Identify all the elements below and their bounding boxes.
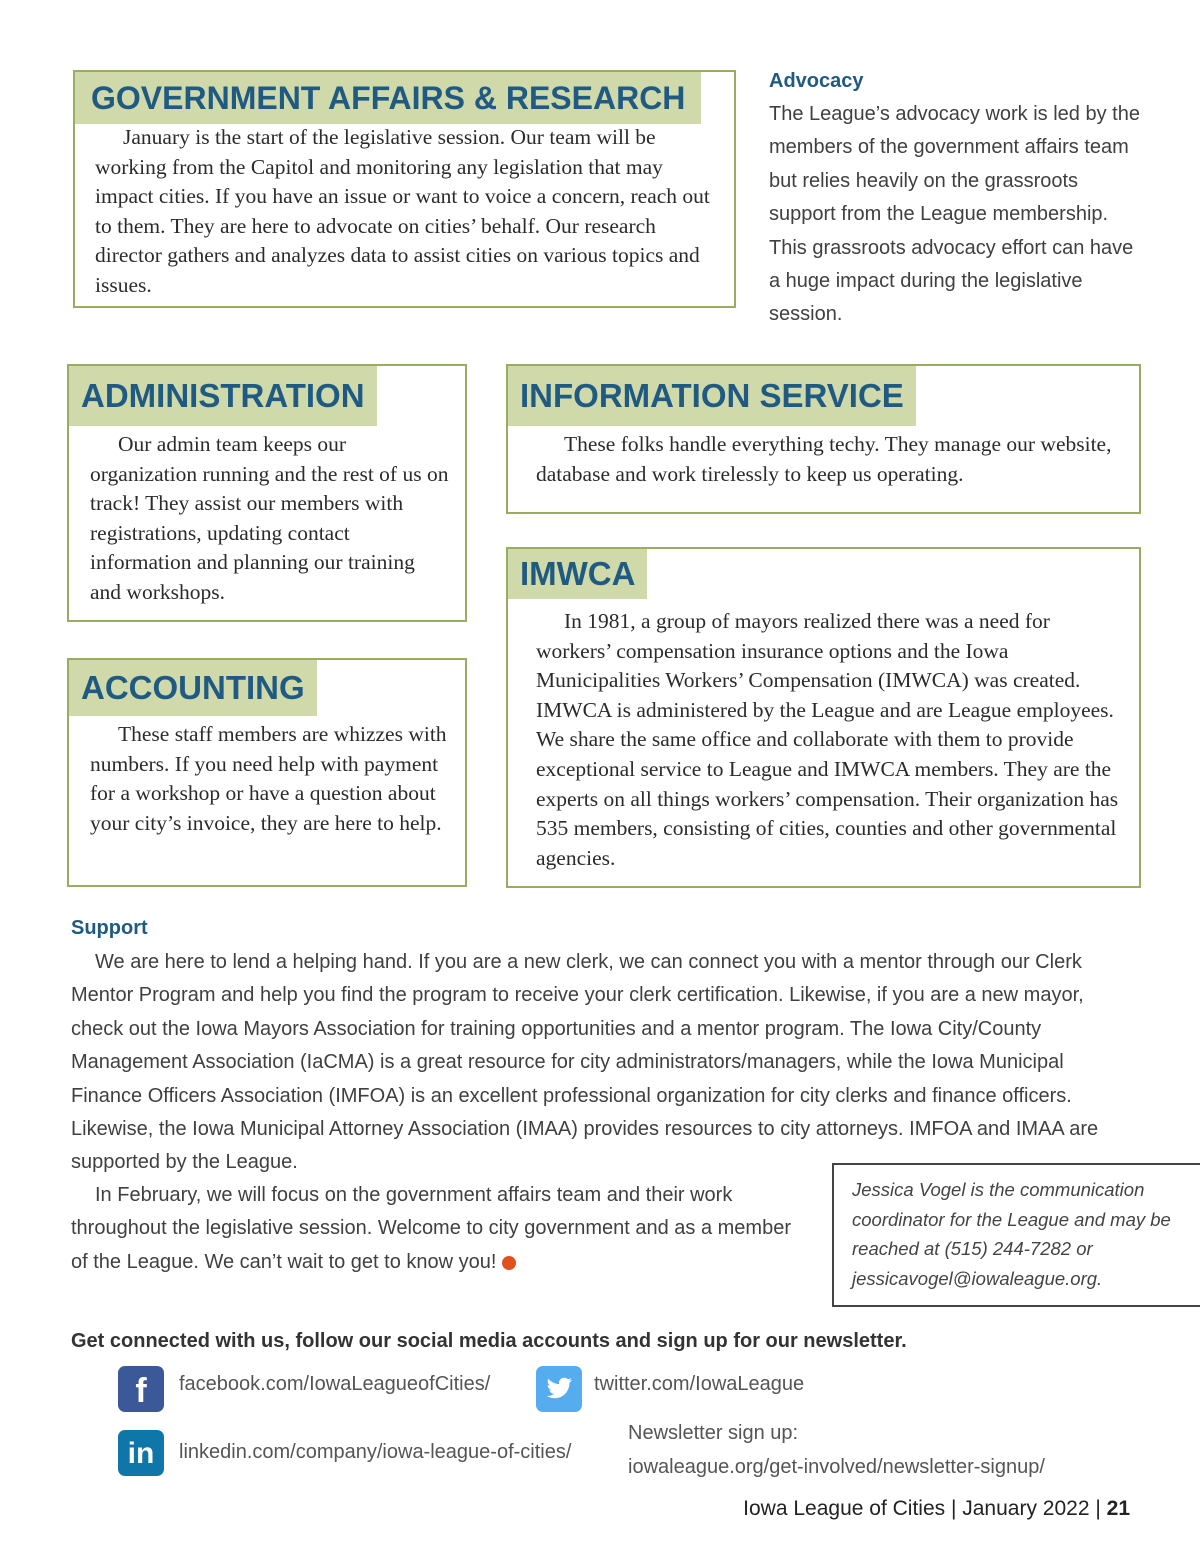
accounting-body [90,720,450,838]
page-footer [743,1497,1130,1521]
gov-affairs-box [73,70,736,308]
administration-box [67,364,467,622]
advocacy-body: The League’s advocacy work is led by the members of the government affairs team but relies heavily on the grassroots support from the League membership. This grassroots advocacy effort can have a huge impact during the legislative session. [769,103,1140,326]
gov-affairs-text: January is the start of the legislative session. Our team will be working from the Capitol and monitoring any legislation that may impact cities. If you have an issue or want to voice a concern, reach out to them. They are here to advocate on cities’ behalf. Our research director gathers and analyzes data to assist cities on various topics and issues. [95,125,710,297]
twitter-icon[interactable] [536,1366,582,1412]
linkedin-icon[interactable]: in [118,1430,164,1476]
imwca-box [506,547,1141,888]
accounting-text: These staff members are whizzes with numbers. If you need help with payment for a workshop or have a question about your city’s invoice, they are here to help. [90,722,447,835]
author-note: Jessica Vogel is the communication coordinator for the League and may be reached at (515) 244-7282 or jessicavogel@iowaleague.org. [832,1163,1200,1307]
imwca-text: In 1981, a group of mayors realized there was a need for workers’ compensation insurance options and the Iowa Municipalities Workers’ Compensation (IMWCA) was created. IMWCA is administered by the League and are League employees. We share the same office and collaborate with them to provide exceptional service to League and IMWCA members. They are the experts on all things workers’ compensation. Their organization has 535 members, consisting of cities, counties and other governmental agencies. [536,609,1119,870]
social-heading: Get connected with us, follow our social media accounts and sign up for our newsletter. [71,1330,907,1352]
facebook-icon[interactable]: f [118,1366,164,1412]
support-paragraph-2: In February, we will focus on the government affairs team and their work throughout the legislative session. Welcome to city government and as a member of the League. We can’t wait to get to know you! [71,1184,791,1273]
administration-body [90,430,450,608]
information-service-body [536,430,1126,489]
gov-affairs-heading: GOVERNMENT AFFAIRS & RESEARCH [75,72,701,124]
advocacy-heading: Advocacy [769,70,864,92]
end-mark-icon [502,1256,516,1270]
information-service-text: These folks handle everything techy. They manage our website, database and work tirelessly to keep us operating. [536,432,1112,486]
accounting-box [67,658,467,887]
accounting-heading: ACCOUNTING [69,660,317,716]
support-paragraph-2-wrap [71,1179,801,1279]
support-heading: Support [71,917,148,939]
administration-heading: ADMINISTRATION [69,366,377,426]
gov-affairs-body [95,123,720,301]
page-number: 21 [1106,1497,1130,1520]
imwca-body [536,607,1121,873]
linkedin-link[interactable]: linkedin.com/company/iowa-league-of-cities/ [179,1441,572,1463]
facebook-link[interactable]: facebook.com/IowaLeagueofCities/ [179,1373,491,1395]
information-service-box [506,364,1141,514]
imwca-heading: IMWCA [508,549,647,599]
information-service-heading: INFORMATION SERVICE [508,366,916,426]
newsletter-label: Newsletter sign up: [628,1422,799,1444]
support-body [71,946,1133,1180]
twitter-link[interactable]: twitter.com/IowaLeague [594,1373,805,1395]
footer-publication: Iowa League of Cities | January 2022 | [743,1497,1101,1520]
support-paragraph-1: We are here to lend a helping hand. If you are a new clerk, we can connect you with a mentor through our Clerk Mentor Program and help you find the program to receive your clerk certification. Likewise, if you are a new mayor, check out the Iowa Mayors Association for training opportunities and a mentor program. The Iowa City/County Management Association (IaCMA) is a great resource for city administrators/managers, while the Iowa Municipal Finance Officers Association (IMFOA) is an excellent professional organization for city clerks and finance officers. Likewise, the Iowa Municipal Attorney Association (IMAA) provides resources to city attorneys. IMFOA and IMAA are supported by the League. [71,951,1099,1174]
newsletter-link[interactable]: iowaleague.org/get-involved/newsletter-signup/ [628,1456,1045,1478]
administration-text: Our admin team keeps our organization running and the rest of us on track! They assist our members with registrations, updating contact information and planning our training and workshops. [90,432,449,604]
